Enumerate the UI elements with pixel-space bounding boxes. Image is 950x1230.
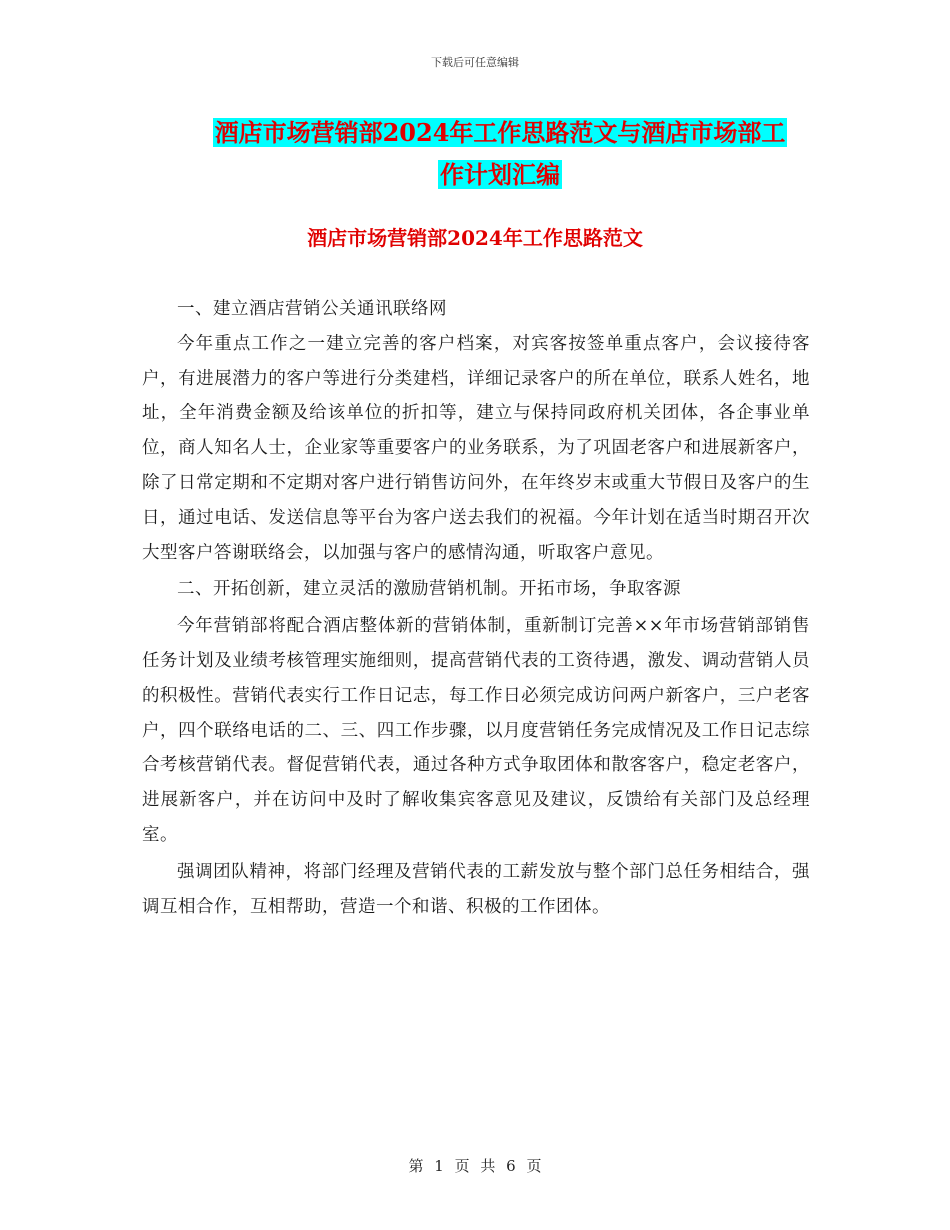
document-title-line2: 作计划汇编 (440, 160, 560, 189)
page-number-footer: 第 1 页 共 6 页 (408, 1157, 542, 1175)
document-body (142, 292, 810, 924)
document-title (140, 112, 860, 196)
paragraph-heading-1: 一、建立酒店营销公关通讯联络网 (177, 299, 447, 319)
header-note: 下载后可任意编辑 (431, 56, 519, 69)
paragraph: 强调团队精神，将部门经理及营销代表的工薪发放与整个部门总任务相结合，强调互相合作，互相帮助，营造一个和谐、积极的工作团体。 (142, 861, 810, 917)
paragraph: 今年营销部将配合酒店整体新的营销体制，重新制订完善××年市场营销部销售任务计划及业绩考核管理实施细则，提高营销代表的工资待遇，激发、调动营销人员的积极性。营销代表实行工作日记志，每工作日必须完成访问两户新客户，三户老客户，四个联络电话的二、三、四工作步骤，以月度营销任务完成情况及工作日记志综合考核营销代表。督促营销代表，通过各种方式争取团体和散客客户，稳定老客户，进展新客户，并在访问中及时了解收集宾客意见及建议，反馈给有关部门及总经理室。 (142, 616, 810, 845)
paragraph-heading-2: 二、开拓创新，建立灵活的激励营销机制。开拓市场，争取客源 (177, 579, 681, 600)
paragraph: 今年重点工作之一建立完善的客户档案，对宾客按签单重点客户，会议接待客户，有进展潜力的客户等进行分类建档，详细记录客户的所在单位，联系人姓名，地址，全年消费金额及给该单位的折扣等，建立与保持同政府机关团体，各企事业单位，商人知名人士，企业家等重要客户的业务联系，为了巩固老客户和进展新客户，除了日常定期和不定期对客户进行销售访问外，在年终岁末或重大节假日及客户的生日，通过电话、发送信息等平台为客户送去我们的祝福。今年计划在适当时期召开次大型客户答谢联络会，以加强与客户的感情沟通，听取客户意见。 (142, 333, 810, 563)
document-title-line1: 酒店市场营销部2024年工作思路范文与酒店市场部工 (214, 118, 786, 147)
section-title: 酒店市场营销部2024年工作思路范文 (307, 226, 643, 250)
